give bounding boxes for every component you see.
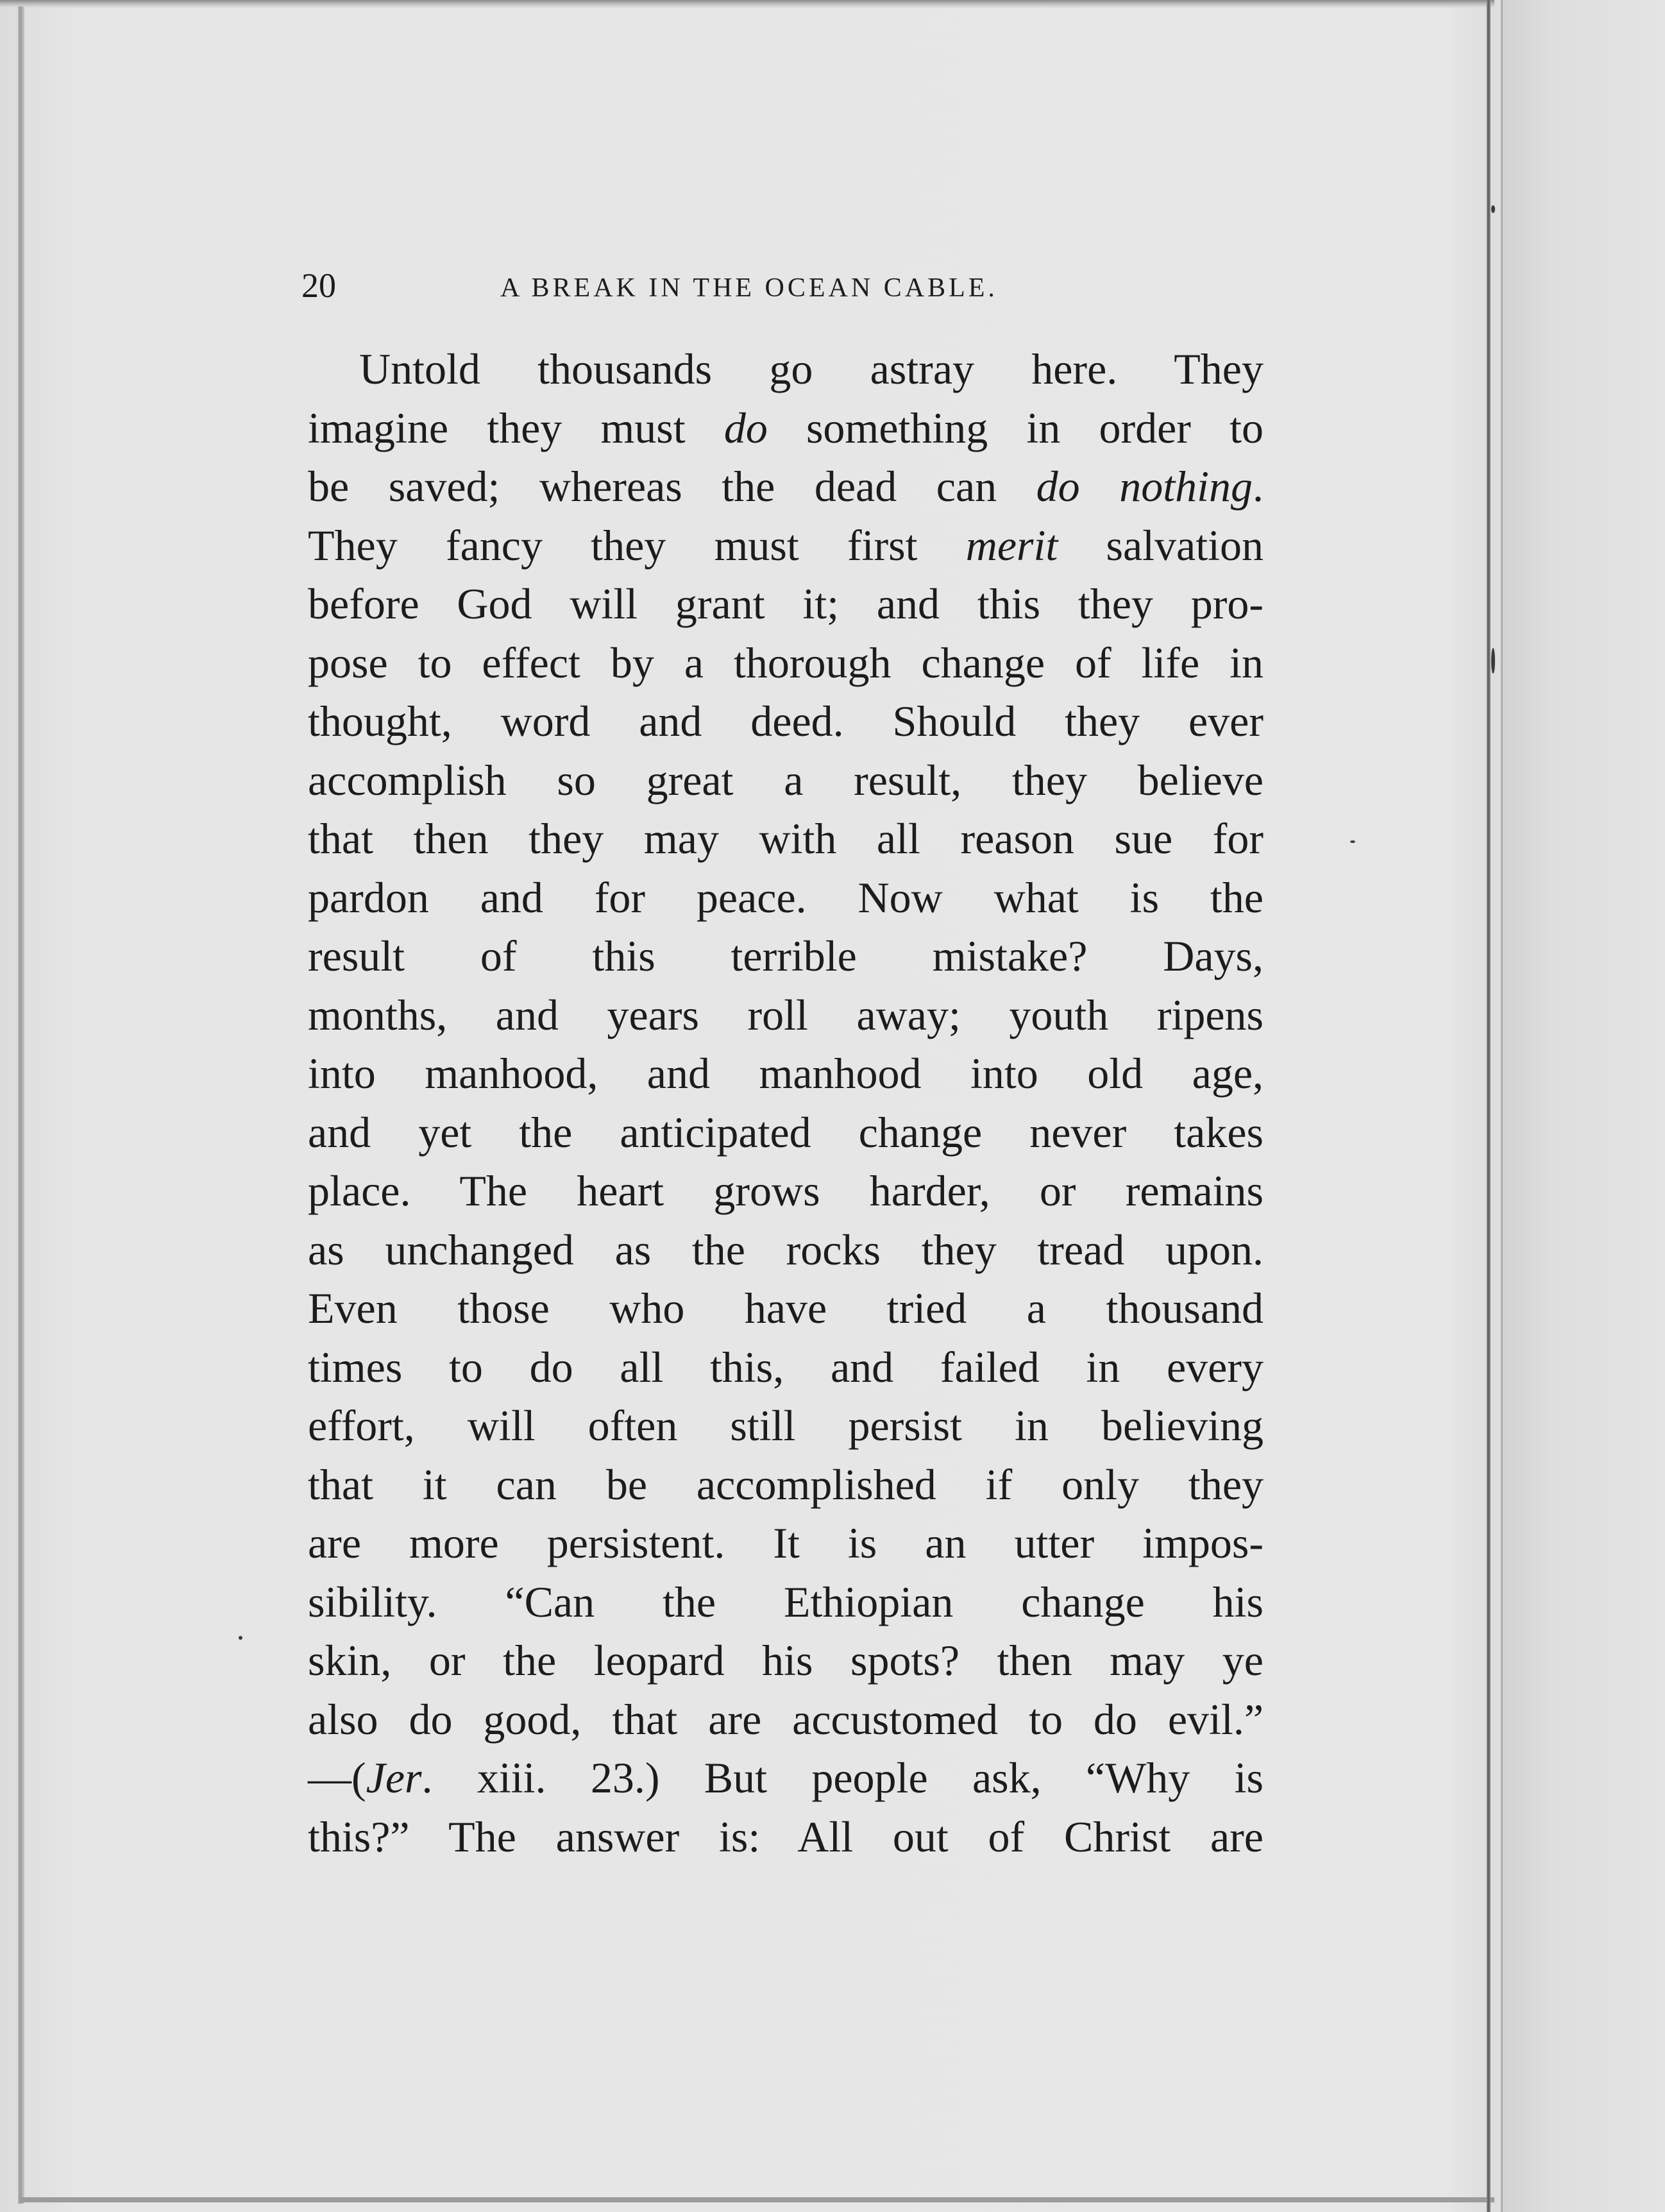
italic-text: Jer bbox=[366, 1753, 422, 1802]
text-segment: times to do all this, and failed in every bbox=[308, 1342, 1264, 1391]
text-line bbox=[308, 1103, 1264, 1162]
text-segment: imagine they must bbox=[308, 403, 724, 452]
text-line bbox=[308, 1749, 1264, 1808]
text-line bbox=[308, 1808, 1264, 1867]
text-line bbox=[308, 1279, 1264, 1338]
text-line bbox=[308, 516, 1264, 575]
text-segment: salvation bbox=[1058, 520, 1264, 570]
text-segment: —( bbox=[308, 1753, 366, 1802]
italic-text: merit bbox=[965, 520, 1058, 570]
text-segment: into manhood, and manhood into old age, bbox=[308, 1049, 1264, 1098]
text-segment: thought, word and deed. Should they ever bbox=[308, 697, 1264, 745]
text-line bbox=[308, 986, 1264, 1045]
text-line bbox=[308, 575, 1264, 634]
text-segment: are more persistent. It is an utter impos- bbox=[308, 1519, 1264, 1567]
text-line bbox=[308, 634, 1264, 693]
text-line bbox=[308, 810, 1264, 869]
text-line bbox=[308, 1690, 1264, 1749]
scan-speck bbox=[1491, 648, 1495, 674]
text-segment: something in order to bbox=[767, 403, 1264, 452]
text-line bbox=[308, 1456, 1264, 1515]
text-segment: They fancy they must first bbox=[308, 520, 966, 570]
scan-top-border bbox=[0, 0, 1494, 8]
facing-page-edge bbox=[1503, 0, 1665, 2212]
text-segment: be saved; whereas the dead can bbox=[308, 462, 1036, 511]
text-line bbox=[308, 1514, 1264, 1573]
italic-text: do nothing bbox=[1036, 462, 1253, 511]
text-segment: pose to effect by a thorough change of life in bbox=[308, 638, 1264, 687]
text-line bbox=[308, 1397, 1264, 1456]
text-line bbox=[308, 1338, 1264, 1397]
running-head bbox=[301, 266, 1276, 305]
scan-speck bbox=[239, 1636, 242, 1640]
page-number: 20 bbox=[301, 266, 336, 305]
text-line bbox=[308, 1631, 1264, 1690]
scan-speck bbox=[1350, 840, 1355, 843]
italic-text: do bbox=[723, 403, 768, 452]
text-segment: as unchanged as the rocks they tread upon. bbox=[308, 1225, 1264, 1274]
text-segment: accomplish so great a result, they believe bbox=[308, 755, 1264, 804]
page-left-edge bbox=[18, 6, 24, 2204]
text-line bbox=[308, 1162, 1264, 1221]
text-line bbox=[308, 751, 1264, 810]
text-segment: this?” The answer is: All out of Christ are bbox=[308, 1812, 1264, 1861]
text-line bbox=[308, 1221, 1264, 1280]
text-line bbox=[308, 1044, 1264, 1103]
text-segment: Untold thousands go astray here. They bbox=[359, 345, 1264, 393]
book-gutter bbox=[1487, 0, 1491, 2212]
text-line bbox=[308, 869, 1264, 928]
text-segment: before God will grant it; and this they pro- bbox=[308, 579, 1264, 628]
text-segment: also do good, that are accustomed to do evil.” bbox=[308, 1694, 1264, 1744]
page-bottom-edge bbox=[19, 2197, 1494, 2202]
text-line bbox=[308, 340, 1264, 399]
text-line bbox=[308, 1573, 1264, 1632]
text-line bbox=[308, 457, 1264, 516]
text-line bbox=[308, 692, 1264, 751]
running-head-title: A BREAK IN THE OCEAN CABLE. bbox=[500, 273, 998, 303]
text-segment: and yet the anticipated change never takes bbox=[308, 1107, 1264, 1157]
text-line bbox=[308, 399, 1264, 458]
text-line bbox=[308, 927, 1264, 986]
text-segment: that it can be accomplished if only they bbox=[308, 1459, 1264, 1509]
text-segment: Even those who have tried a thousand bbox=[308, 1284, 1264, 1332]
text-segment: . xiii. 23.) But people ask, “Why is bbox=[421, 1753, 1264, 1802]
text-segment: that then they may with all reason sue for bbox=[308, 814, 1264, 863]
text-segment: . bbox=[1253, 462, 1264, 511]
text-segment: sibility. “Can the Ethiopian change his bbox=[308, 1577, 1264, 1626]
text-segment: effort, will often still persist in believing bbox=[308, 1401, 1264, 1450]
text-segment: months, and years roll away; youth ripens bbox=[308, 990, 1264, 1039]
text-segment: place. The heart grows harder, or remains bbox=[308, 1166, 1264, 1215]
body-paragraph bbox=[308, 340, 1264, 1866]
text-segment: result of this terrible mistake? Days, bbox=[308, 932, 1264, 980]
scan-speck bbox=[1491, 205, 1495, 213]
text-segment: pardon and for peace. Now what is the bbox=[308, 872, 1264, 922]
text-segment: skin, or the leopard his spots? then may ye bbox=[308, 1636, 1264, 1685]
